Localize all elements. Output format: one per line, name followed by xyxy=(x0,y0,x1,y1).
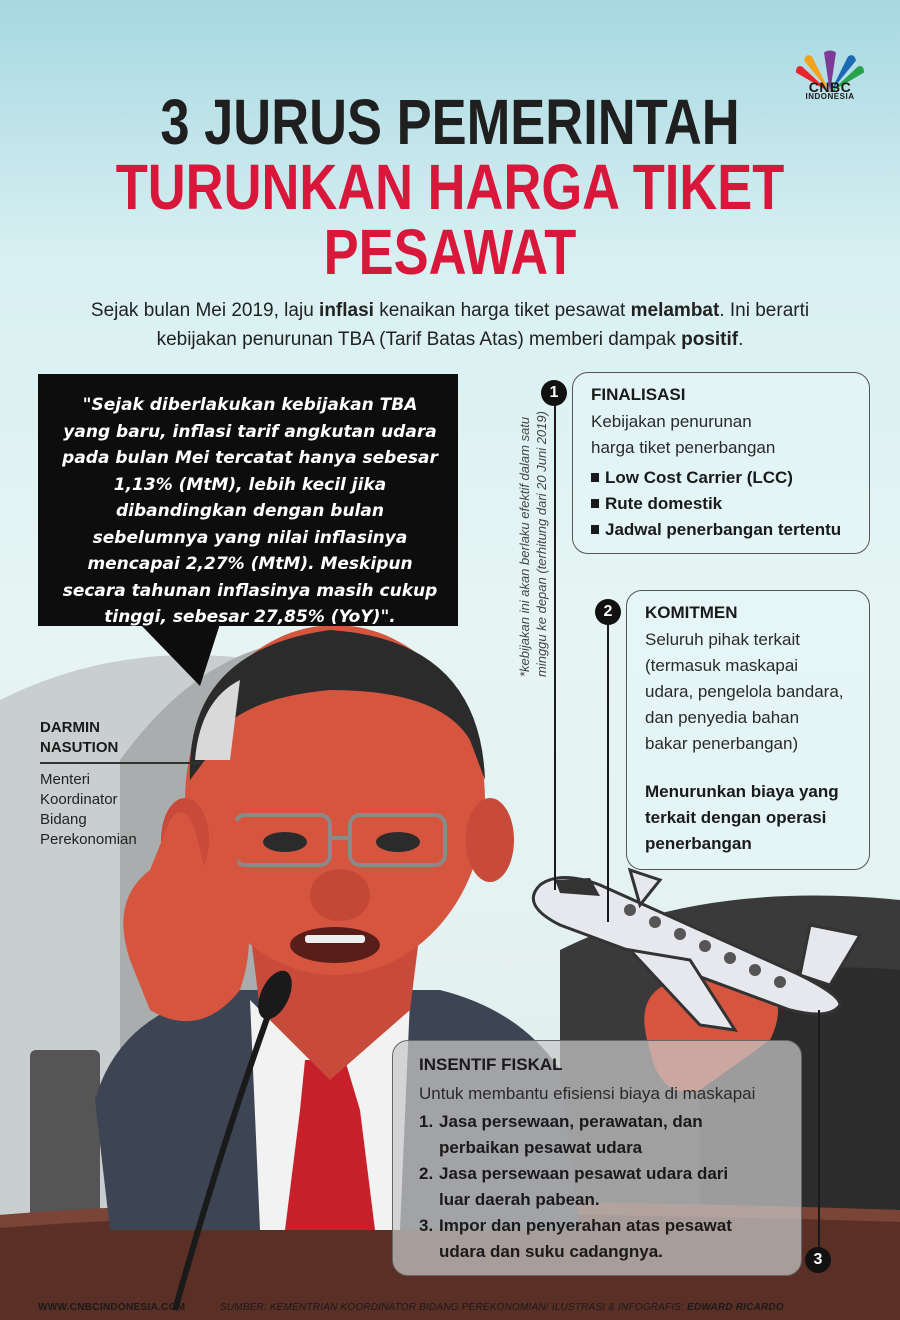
step-1-card xyxy=(572,372,870,554)
title-line-2: TURUNKAN HARGA TIKET xyxy=(115,151,785,223)
quote-text: "Sejak diberlakukan kebijakan TBA yang baru, inflasi tarif angkutan udara pada bulan Mei tercatat hanya sebesar 1,13% (MtM), lebih kecil jika dibandingkan dengan bulan sebelumnya yang nilai inflasinya mencapai 2,27% (MtM). Meskipun secara tahunan inflasinya masih cukup tinggi, sebesar 27,85% (YoY)". xyxy=(62,395,438,627)
list-number: 3. xyxy=(419,1216,434,1235)
bullet-text: Low Cost Carrier (LCC) xyxy=(605,468,793,487)
step-3-subtitle: Untuk membantu efisiensi biaya di maskapai xyxy=(419,1084,756,1103)
intro-text-1: Sejak bulan Mei 2019, laju xyxy=(90,300,320,321)
ear-right xyxy=(466,798,514,882)
step-2-text-line: bakar penerbangan) xyxy=(645,734,799,753)
step-2-bold-line: Menurunkan biaya yang xyxy=(645,782,839,801)
list-line: Jasa persewaan, perawatan, dan xyxy=(439,1112,703,1131)
intro-bold-2: melambat xyxy=(630,300,720,321)
step-1-text-line: harga tiket penerbangan xyxy=(591,438,776,457)
footer-author: EDWARD RICARDO xyxy=(687,1302,784,1313)
intro-text-2: kenaikan harga tiket pesawat xyxy=(373,300,631,321)
connector-line-3 xyxy=(818,1010,820,1248)
person-role xyxy=(40,770,137,850)
list-line: luar daerah pabean. xyxy=(439,1190,600,1209)
list-line: perbaikan pesawat udara xyxy=(439,1138,643,1157)
person-name-line: DARMIN xyxy=(40,719,100,736)
step-2-text-line: udara, pengelola bandara, xyxy=(645,682,844,701)
step-3-card xyxy=(392,1040,802,1276)
list-item xyxy=(591,517,841,543)
step-1-text-line: Kebijakan penurunan xyxy=(591,412,752,431)
step-2-text-line: (termasuk maskapai xyxy=(645,656,799,675)
intro-bold-3: positif xyxy=(681,329,739,350)
step-2-title: KOMITMEN xyxy=(645,603,738,622)
step-2-card xyxy=(626,590,870,870)
footer-site: WWW.CNBCINDONESIA.COM xyxy=(38,1302,186,1313)
step-2-number: 2 xyxy=(595,599,621,625)
eye-right xyxy=(376,832,420,852)
step-1-bullets xyxy=(591,465,841,543)
step-2-text-line: dan penyedia bahan xyxy=(645,708,800,727)
step-2-text xyxy=(645,627,867,757)
connector-line-2 xyxy=(607,622,609,922)
list-item xyxy=(591,491,841,517)
step-1-number: 1 xyxy=(541,380,567,406)
list-number: 1. xyxy=(419,1112,434,1131)
step-2-highlight xyxy=(645,779,839,857)
divider xyxy=(40,762,200,764)
step-1-text xyxy=(591,409,775,461)
teeth xyxy=(305,935,365,943)
eye-left xyxy=(263,832,307,852)
nose xyxy=(310,869,370,921)
step-3-title: INSENTIF FISKAL xyxy=(419,1055,563,1074)
person-name-line: NASUTION xyxy=(40,739,119,756)
footer-source xyxy=(220,1302,784,1313)
list-number: 2. xyxy=(419,1164,434,1183)
side-note xyxy=(498,380,548,680)
person-role-line: Bidang xyxy=(40,811,87,828)
intro-bold-1: inflasi xyxy=(319,300,374,321)
bullet-text: Jadwal penerbangan tertentu xyxy=(605,520,842,539)
list-item xyxy=(419,1161,732,1213)
list-line: Impor dan penyerahan atas pesawat xyxy=(439,1216,732,1235)
side-note-text: *kebijakan ini akan berlaku efektif dalam satu minggu ke depan (terhitung dari 20 Juni 2019) xyxy=(517,411,549,677)
person-role-line: Koordinator xyxy=(40,791,118,808)
step-2-bold-line: penerbangan xyxy=(645,834,752,853)
list-line: Jasa persewaan pesawat udara dari xyxy=(439,1164,729,1183)
step-3-number: 3 xyxy=(805,1247,831,1273)
list-item xyxy=(591,465,841,491)
title-line-1: 3 JURUS PEMERINTAH xyxy=(160,86,740,158)
list-item xyxy=(419,1213,732,1265)
title-line-3: PESAWAT xyxy=(323,216,577,288)
step-2-bold-line: terkait dengan operasi xyxy=(645,808,827,827)
step-2-text-line: Seluruh pihak terkait xyxy=(645,630,800,649)
step-3-list xyxy=(419,1109,732,1265)
bullet-text: Rute domestik xyxy=(605,494,723,513)
person-name xyxy=(40,718,118,758)
intro-text-3: . Ini berarti kebijakan penurunan TBA (Tarif Batas Atas) memberi dampak xyxy=(156,300,810,350)
person-role-line: Menteri xyxy=(40,771,91,788)
logo-text: CNBC xyxy=(808,79,852,95)
list-line: udara dan suku cadangnya. xyxy=(439,1242,663,1261)
logo-subtext: INDONESIA xyxy=(805,92,855,101)
intro-text-4: . xyxy=(738,329,744,350)
person-role-line: Perekonomian xyxy=(40,831,137,848)
step-1-title: FINALISASI xyxy=(591,385,686,404)
footer-source-text: SUMBER: KEMENTRIAN KOORDINATOR BIDANG PEREKONOMIAN/ ILUSTRASI & INFOGRAFIS: xyxy=(220,1302,688,1313)
speech-bubble-tail xyxy=(140,624,230,694)
connector-line-1 xyxy=(554,402,556,890)
mouth xyxy=(290,927,380,963)
list-item xyxy=(419,1109,732,1161)
intro-paragraph xyxy=(60,296,840,354)
